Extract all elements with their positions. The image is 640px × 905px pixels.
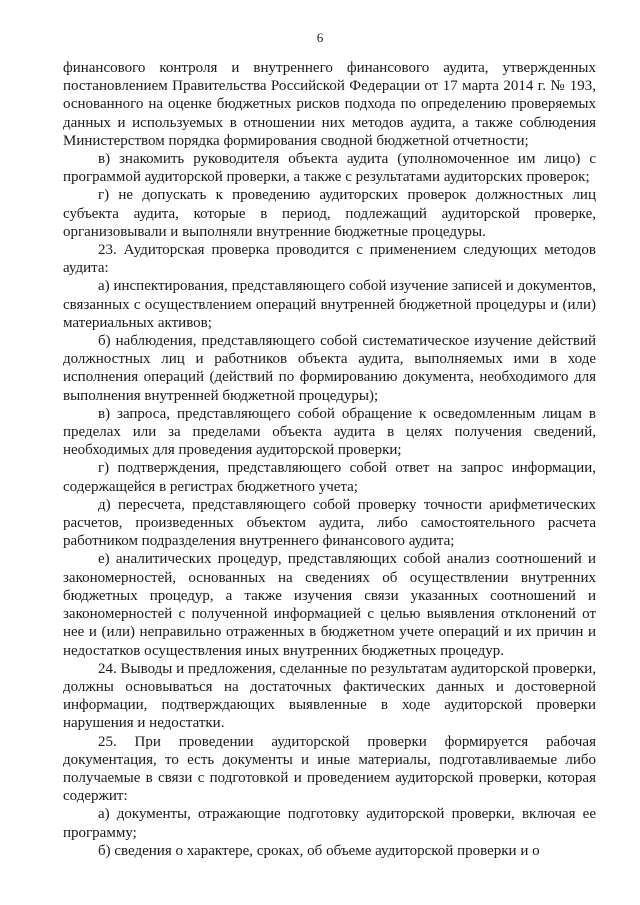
paragraph-clause-23: 23. Аудиторская проверка проводится с применением следующих методов аудита: xyxy=(63,242,596,277)
paragraph-continuation: финансового контроля и внутреннего финансового аудита, утвержденных постановлением Правительства Российской Федерации от 17 марта 2014 г. № 193, основанного на оценке бюджетных рисков подхода по определению проверяемых данных и используемых в отношении них методов аудита, а также соблюдения Министерством порядка формирования сводной бюджетной отчетности; xyxy=(63,60,596,149)
document-body xyxy=(63,59,596,860)
page-number: 6 xyxy=(316,30,324,45)
paragraph-method-d: д) пересчета, представляющего собой проверку точности арифметических расчетов, произведенных объектом аудита, либо самостоятельного расчета работником подразделения внутреннего финансового аудита; xyxy=(63,496,596,550)
paragraph-method-g: г) подтверждения, представляющего собой ответ на запрос информации, содержащейся в регистрах бюджетного учета; xyxy=(63,460,596,495)
paragraph-item-g: г) не допускать к проведению аудиторских проверок должностных лиц субъекта аудита, которые в период, подлежащий аудиторской проверке, организовывали и выполняли внутренние бюджетные процедуры. xyxy=(63,187,596,240)
paragraph-clause-25: 25. При проведении аудиторской проверки формируется рабочая документация, то есть документы и иные материалы, подготавливаемые либо получаемые в связи с подготовкой и проведением аудиторской проверки, которая содержит: xyxy=(63,733,596,805)
paragraph-method-v: в) запроса, представляющего собой обращение к осведомленным лицам в пределах или за пределами объекта аудита в целях получения сведений, необходимых для проведения аудиторской проверки; xyxy=(63,405,596,459)
paragraph-method-a: а) инспектирования, представляющего собой изучение записей и документов, связанных с осуществлением операций внутренней бюджетной процедуры и (или) материальных активов; xyxy=(63,278,596,331)
paragraph-item-v: в) знакомить руководителя объекта аудита (уполномоченное им лицо) с программой аудиторской проверки, а также с результатами аудиторских проверок; xyxy=(63,151,596,186)
paragraph-method-b: б) наблюдения, представляющего собой систематическое изучение действий должностных лиц и работников объекта аудита, выполняемых ими в ходе исполнения операций (действий по формированию документа, необходимого для выполнения внутренней бюджетной процедуры); xyxy=(63,333,596,404)
paragraph-content-b: б) сведения о характере, сроках, об объеме аудиторской проверки и о xyxy=(98,842,540,859)
paragraph-clause-24: 24. Выводы и предложения, сделанные по результатам аудиторской проверки, должны основываться на достаточных фактических данных и достоверной информации, подтверждающих выявленные в ходе аудиторской проверки нарушения и недостатки. xyxy=(63,660,596,732)
paragraph-content-a: а) документы, отражающие подготовку аудиторской проверки, включая ее программу; xyxy=(63,806,596,841)
paragraph-method-e: е) аналитических процедур, представляющих собой анализ соотношений и закономерностей, основанных на сведениях об осуществлении внутренних бюджетных процедур, а также изучения связи указанных соотношений и закономерностей с полученной информацией с целью выявления отклонений от нее и (или) неправильно отраженных в бюджетном учете операций и их причин и недостатков осуществления иных внутренних бюджетных процедур. xyxy=(63,551,596,659)
